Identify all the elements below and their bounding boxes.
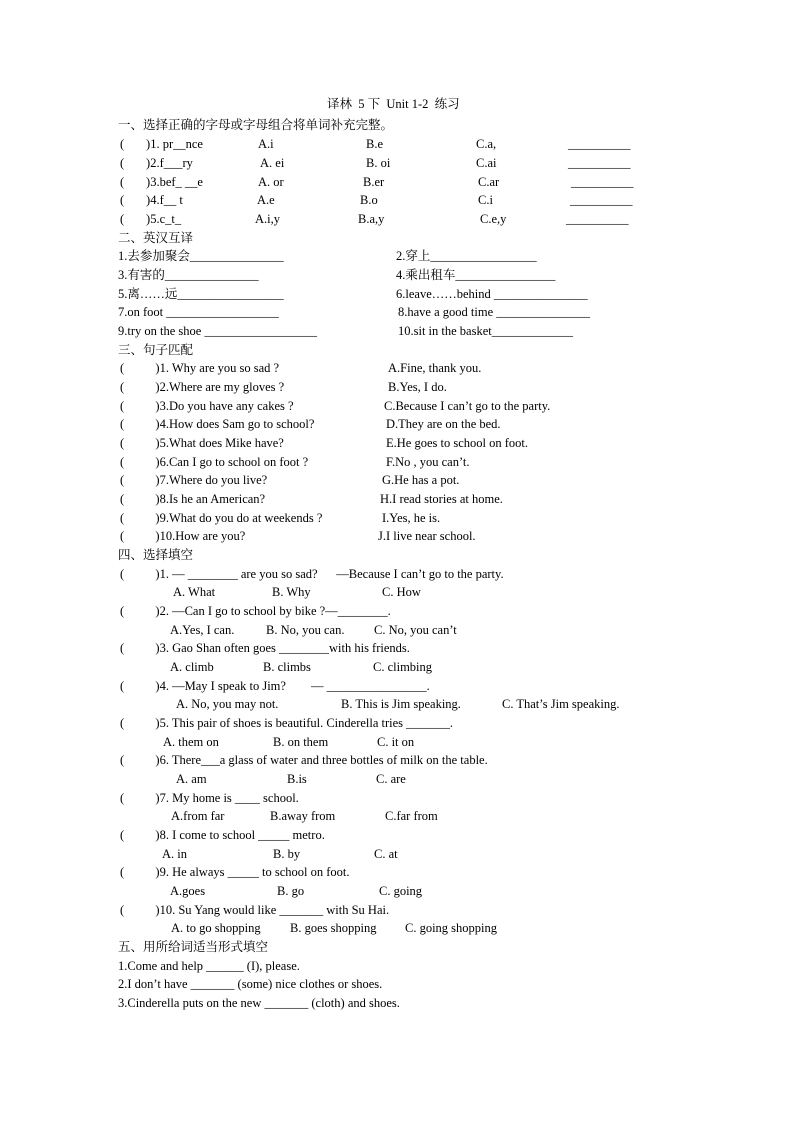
option-c: C.ar xyxy=(478,175,500,189)
option-c: C.a, xyxy=(476,137,497,151)
translation-item: 10.sit in the basket_____________ xyxy=(398,324,573,338)
section-4-heading: 四、选择填空 xyxy=(118,548,194,562)
option-b: B. on them xyxy=(273,735,329,749)
option-a: A.i,y xyxy=(255,212,280,226)
section-5-heading: 五、用所给词适当形式填空 xyxy=(118,940,269,954)
mc-question: ( )10. Su Yang would like _______ with Su Hai. xyxy=(120,903,390,917)
mc-question: ( )1. — ________ are you so sad? —Because I can’t go to the party. xyxy=(120,567,504,581)
translation-item: 1.去参加聚会_______________ xyxy=(118,249,284,263)
mc-question: ( )3. Gao Shan often goes ________with his friends. xyxy=(120,641,410,655)
match-question: ( )6.Can I go to school on foot ? xyxy=(120,455,309,469)
match-question: ( )7.Where do you live? xyxy=(120,473,268,487)
question-text: ( )4.f__ t xyxy=(120,193,183,207)
match-question: ( )10.How are you? xyxy=(120,529,246,543)
mc-question: ( )2. —Can I go to school by bike ?—________. xyxy=(120,604,391,618)
question-text: ( )1. pr__nce xyxy=(120,137,203,151)
question-text: ( )5.c_t_ xyxy=(120,212,182,226)
option-b: B. This is Jim speaking. xyxy=(341,697,461,711)
match-answer: B.Yes, I do. xyxy=(388,380,447,394)
match-answer: G.He has a pot. xyxy=(382,473,460,487)
option-b: B.is xyxy=(287,772,307,786)
section-1-heading: 一、选择正确的字母或字母组合将单词补充完整。 xyxy=(118,118,394,132)
option-a: A. What xyxy=(173,585,216,599)
match-question: ( )1. Why are you so sad ? xyxy=(120,361,280,375)
match-question: ( )9.What do you do at weekends ? xyxy=(120,511,323,525)
option-a: A.i xyxy=(258,137,274,151)
option-a: A. them on xyxy=(163,735,219,749)
option-a: A. No, you may not. xyxy=(176,697,279,711)
match-question: ( )8.Is he an American? xyxy=(120,492,266,506)
fill-in-item: 1.Come and help ______ (I), please. xyxy=(118,959,300,973)
option-a: A. climb xyxy=(170,660,214,674)
option-b: B.away from xyxy=(270,809,336,823)
option-c: C. at xyxy=(374,847,398,861)
match-question: ( )4.How does Sam go to school? xyxy=(120,417,315,431)
translation-item: 2.穿上_________________ xyxy=(396,249,537,263)
translation-item: 8.have a good time _______________ xyxy=(398,305,590,319)
option-a: A. ei xyxy=(260,156,285,170)
option-a: A.goes xyxy=(170,884,206,898)
option-b: B. climbs xyxy=(263,660,311,674)
translation-item: 4.乘出租车________________ xyxy=(396,268,556,282)
option-c: C.e,y xyxy=(480,212,507,226)
option-a: A. to go shopping xyxy=(171,921,261,935)
mc-question: ( )9. He always _____ to school on foot. xyxy=(120,865,350,879)
worksheet-title: 译林 5 下 Unit 1-2 练习 xyxy=(327,97,460,111)
mc-question: ( )7. My home is ____ school. xyxy=(120,791,299,805)
match-answer: A.Fine, thank you. xyxy=(388,361,482,375)
match-question: ( )2.Where are my gloves ? xyxy=(120,380,285,394)
fill-in-item: 2.I don’t have _______ (some) nice clothes or shoes. xyxy=(118,977,383,991)
translation-item: 9.try on the shoe __________________ xyxy=(118,324,317,338)
option-a: A.Yes, I can. xyxy=(170,623,235,637)
translation-item: 5.离……远_________________ xyxy=(118,287,284,301)
answer-blank: __________ xyxy=(568,156,631,170)
match-answer: F.No , you can’t. xyxy=(386,455,470,469)
mc-question: ( )4. —May I speak to Jim? — ________________. xyxy=(120,679,430,693)
answer-blank: __________ xyxy=(568,137,631,151)
match-question: ( )5.What does Mike have? xyxy=(120,436,284,450)
option-b: B. oi xyxy=(366,156,391,170)
match-answer: J.I live near school. xyxy=(378,529,476,543)
match-answer: C.Because I can’t go to the party. xyxy=(384,399,551,413)
option-c: C. going xyxy=(379,884,423,898)
mc-question: ( )6. There___a glass of water and three bottles of milk on the table. xyxy=(120,753,488,767)
match-question: ( )3.Do you have any cakes ? xyxy=(120,399,294,413)
section-3-heading: 三、句子匹配 xyxy=(118,343,194,357)
fill-in-item: 3.Cinderella puts on the new _______ (cloth) and shoes. xyxy=(118,996,400,1010)
match-answer: D.They are on the bed. xyxy=(386,417,501,431)
match-answer: E.He goes to school on foot. xyxy=(386,436,528,450)
option-a: A. am xyxy=(176,772,207,786)
option-b: B.e xyxy=(366,137,384,151)
answer-blank: __________ xyxy=(566,212,629,226)
option-b: B.a,y xyxy=(358,212,385,226)
answer-blank: __________ xyxy=(570,193,633,207)
option-b: B. by xyxy=(273,847,301,861)
option-c: C. are xyxy=(376,772,406,786)
option-c: C. That’s Jim speaking. xyxy=(502,697,620,711)
translation-item: 3.有害的_______________ xyxy=(118,268,259,282)
option-c: C. How xyxy=(382,585,421,599)
mc-question: ( )8. I come to school _____ metro. xyxy=(120,828,325,842)
question-text: ( )3.bef_ __e xyxy=(120,175,203,189)
translation-item: 7.on foot __________________ xyxy=(118,305,279,319)
option-c: C.far from xyxy=(385,809,438,823)
option-a: A. in xyxy=(162,847,187,861)
match-answer: H.I read stories at home. xyxy=(380,492,503,506)
option-b: B. Why xyxy=(272,585,311,599)
option-a: A.e xyxy=(257,193,275,207)
question-text: ( )2.f___ry xyxy=(120,156,193,170)
option-c: C.i xyxy=(478,193,493,207)
option-b: B. goes shopping xyxy=(290,921,377,935)
option-c: C. climbing xyxy=(373,660,433,674)
option-b: B. No, you can. xyxy=(266,623,345,637)
option-c: C.ai xyxy=(476,156,497,170)
option-c: C. going shopping xyxy=(405,921,498,935)
option-b: B.o xyxy=(360,193,378,207)
answer-blank: __________ xyxy=(571,175,634,189)
match-answer: I.Yes, he is. xyxy=(382,511,441,525)
translation-item: 6.leave……behind _______________ xyxy=(396,287,588,301)
option-c: C. it on xyxy=(377,735,415,749)
option-a: A.from far xyxy=(171,809,225,823)
mc-question: ( )5. This pair of shoes is beautiful. Cinderella tries _______. xyxy=(120,716,454,730)
section-2-heading: 二、英汉互译 xyxy=(118,231,194,245)
option-b: B.er xyxy=(363,175,385,189)
option-c: C. No, you can’t xyxy=(374,623,457,637)
option-b: B. go xyxy=(277,884,305,898)
option-a: A. or xyxy=(258,175,284,189)
